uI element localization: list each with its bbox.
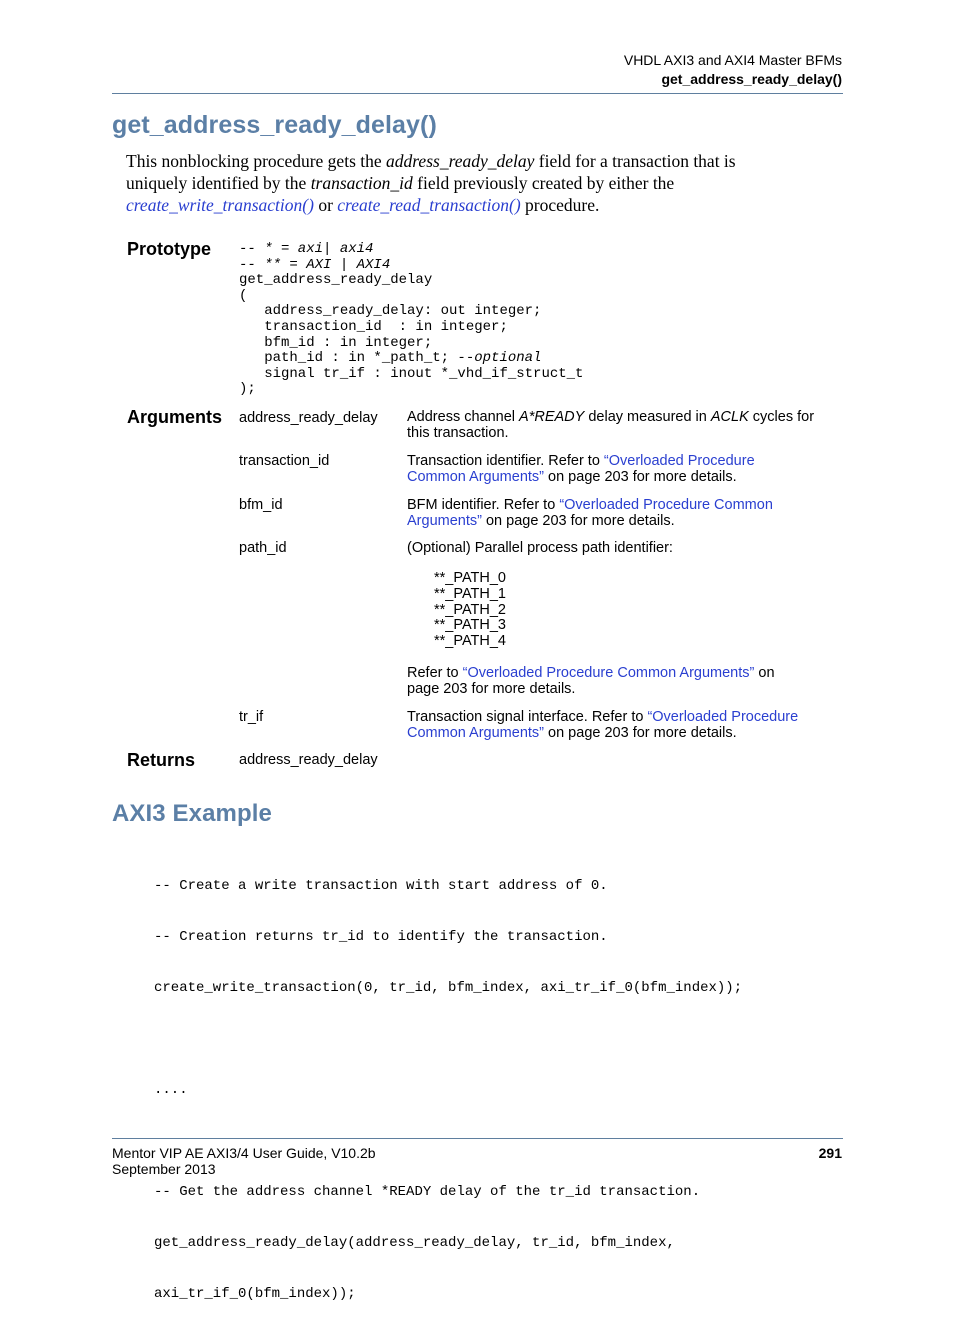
returns-label: Returns <box>127 750 196 770</box>
overloaded-args-link[interactable]: Common Arguments” <box>407 469 544 485</box>
overloaded-args-link[interactable]: “Overloaded Procedure <box>603 453 755 469</box>
arg-name-path-id: path_id <box>239 540 287 556</box>
arg-desc-path-id: (Optional) Parallel process path identifier: <box>407 540 673 556</box>
field-name: address_ready_delay <box>386 151 535 171</box>
footer-guide: Mentor VIP AE AXI3/4 User Guide, V10.2b <box>112 1145 376 1161</box>
code-line: -- Creation returns tr_id to identify the transaction. <box>154 929 608 945</box>
example-title: AXI3 Example <box>112 800 272 827</box>
code-line <box>154 1031 742 1048</box>
arg-name-bfm-id: bfm_id <box>239 497 283 513</box>
prototype-code: -- * = axi| axi4 -- ** = AXI | AXI4 get_address_ready_delay ( address_ready_delay: out integer; transaction_id : in integer; bfm_id : in integer; path_id : in *_path_t; --optional signal tr_if : inout *_vhd_if_struct_t ); <box>239 241 584 398</box>
code-line: .... <box>154 1082 188 1098</box>
arg-desc-path-id-refer: Refer to “Overloaded Procedure Common Arguments” on page 203 for more details. <box>407 665 775 697</box>
overloaded-args-link[interactable]: Common Arguments” <box>407 725 544 741</box>
code-line: -- Create a write transaction with start address of 0. <box>154 878 608 894</box>
code-line: create_write_transaction(0, tr_id, bfm_index, axi_tr_if_0(bfm_index)); <box>154 980 743 996</box>
arg-name-transaction-id: transaction_id <box>239 453 330 469</box>
param-transaction-id: transaction_id : in integer; <box>239 318 508 335</box>
arguments-label: Arguments <box>127 407 223 427</box>
param-address-ready-delay: address_ready_delay: out integer; <box>239 303 542 320</box>
path-id-values <box>434 571 506 650</box>
param-path-id: path_id : in *_path_t; -- <box>239 350 475 367</box>
prototype-function-name: get_address_ready_delay <box>239 272 433 289</box>
footer-date: September 2013 <box>112 1161 216 1177</box>
prototype-comment-2: -- ** = AXI | AXI4 <box>239 256 391 273</box>
path-value: **_PATH_3 <box>434 617 506 634</box>
arg-name-address-ready-delay: address_ready_delay <box>239 410 378 426</box>
running-header-function: get_address_ready_delay() <box>661 71 842 87</box>
overloaded-args-link[interactable]: “Overloaded Procedure Common Arguments” <box>462 665 755 681</box>
intro-line-1: This nonblocking procedure gets the address_ready_delay field for a transaction that is <box>126 151 736 171</box>
arg-desc-bfm-id: BFM identifier. Refer to “Overloaded Procedure Common Arguments” on page 203 for more details. <box>407 497 773 529</box>
overloaded-args-link[interactable]: “Overloaded Procedure Common <box>559 497 773 513</box>
arg-desc-tr-if: Transaction signal interface. Refer to “Overloaded Procedure Common Arguments” on page 203 for more details. <box>407 709 799 741</box>
intro-line-3: create_write_transaction() or create_read_transaction() procedure. <box>126 195 600 215</box>
example-code <box>154 844 742 1320</box>
prototype-label: Prototype <box>127 239 212 259</box>
arg-name-tr-if: tr_if <box>239 709 264 725</box>
prototype-comment-1: -- * = axi| axi4 <box>239 241 374 257</box>
running-header-section: VHDL AXI3 and AXI4 Master BFMs <box>623 52 842 68</box>
param-tr-if: signal tr_if : inout *_vhd_if_struct_t <box>239 365 584 382</box>
intro-line-2: uniquely identified by the transaction_id field previously created by either the <box>126 173 675 193</box>
page-title: get_address_ready_delay() <box>112 111 437 139</box>
footer-rule <box>112 1138 843 1139</box>
code-line: get_address_ready_delay(address_ready_delay, tr_id, bfm_index, <box>154 1235 675 1251</box>
create-write-transaction-link[interactable]: create_write_transaction() <box>126 195 314 215</box>
path-value: **_PATH_4 <box>434 633 506 650</box>
create-read-transaction-link[interactable]: create_read_transaction() <box>337 195 521 215</box>
param-bfm-id: bfm_id : in integer; <box>239 334 433 351</box>
path-value: **_PATH_0 <box>434 570 506 586</box>
arg-desc-transaction-id: Transaction identifier. Refer to “Overloaded Procedure Common Arguments” on page 203 for more details. <box>407 453 755 485</box>
intro-paragraph <box>126 150 826 216</box>
page-number: 291 <box>818 1145 842 1161</box>
overloaded-args-link[interactable]: “Overloaded Procedure <box>647 709 799 725</box>
transaction-id-term: transaction_id <box>310 173 413 193</box>
header-rule <box>112 93 843 94</box>
overloaded-args-link[interactable]: Arguments” <box>407 513 482 529</box>
path-value: **_PATH_2 <box>434 601 506 618</box>
code-line: axi_tr_if_0(bfm_index)); <box>154 1286 356 1302</box>
arg-desc-address-ready-delay: Address channel A*READY delay measured in ACLK cycles for this transaction. <box>407 409 815 441</box>
path-value: **_PATH_1 <box>434 585 506 602</box>
returns-value: address_ready_delay <box>239 752 378 768</box>
code-line: -- Get the address channel *READY delay of the tr_id transaction. <box>154 1184 701 1200</box>
